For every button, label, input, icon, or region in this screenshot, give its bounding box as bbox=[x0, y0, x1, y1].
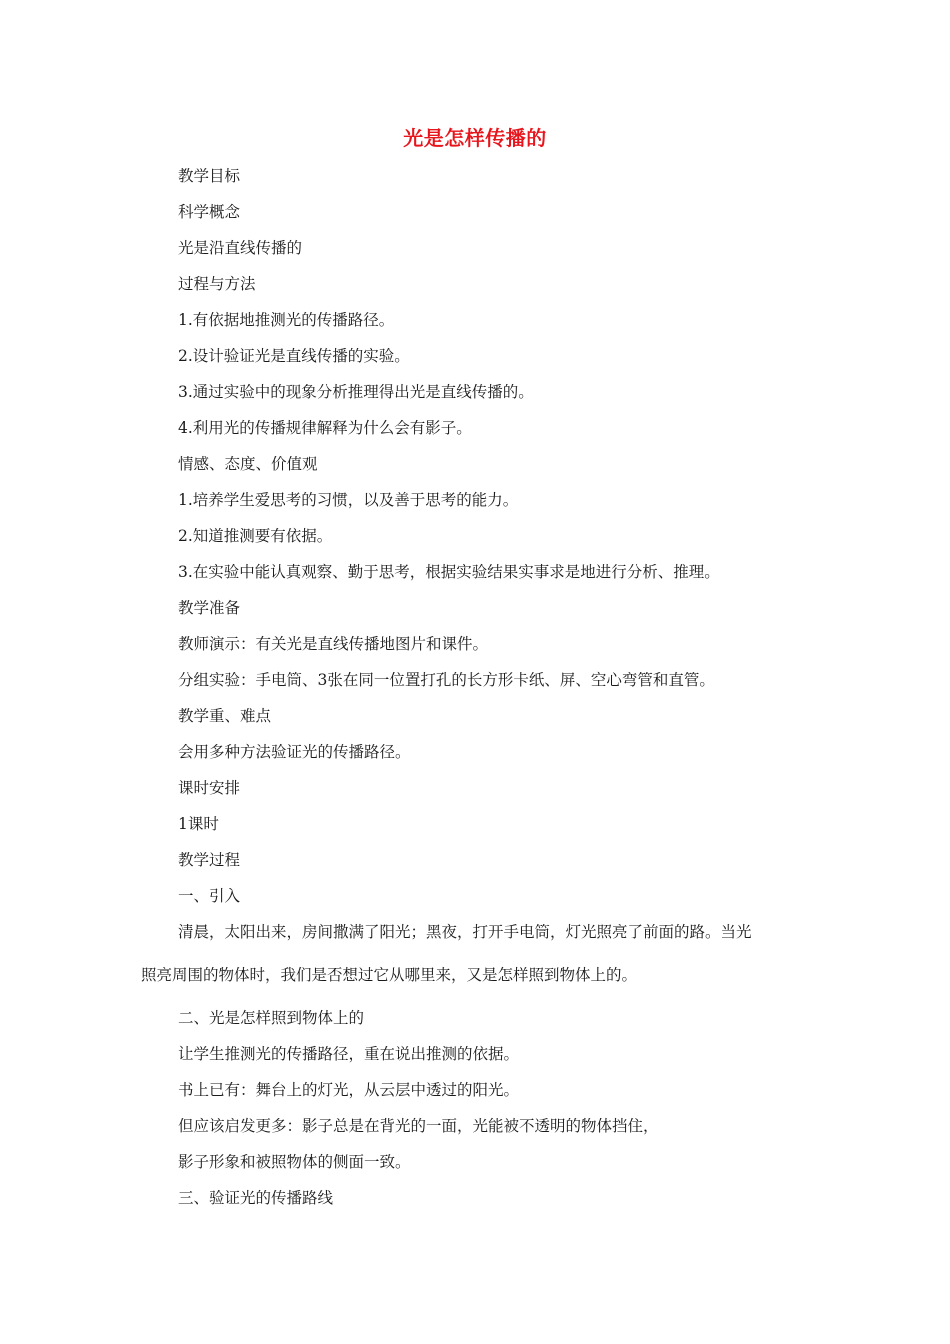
heading-attitude-values: 情感、态度、价值观 bbox=[178, 455, 318, 473]
text-line: 书上已有：舞台上的灯光，从云层中透过的阳光。 bbox=[178, 1081, 520, 1099]
list-item: 3.通过实验中的现象分析推理得出光是直线传播的。 bbox=[178, 383, 534, 401]
text-line: 但应该启发更多：影子总是在背光的一面，光能被不透明的物体挡住， bbox=[178, 1117, 659, 1135]
list-item: 2.知道推测要有依据。 bbox=[178, 527, 333, 545]
text-line: 1课时 bbox=[178, 815, 219, 833]
section-heading: 三、验证光的传播路线 bbox=[178, 1189, 334, 1207]
list-item: 4.利用光的传播规律解释为什么会有影子。 bbox=[178, 419, 472, 437]
heading-process-method: 过程与方法 bbox=[178, 275, 256, 293]
intro-paragraph bbox=[0, 914, 950, 1000]
heading-teaching-goals: 教学目标 bbox=[178, 167, 241, 185]
text-line: 会用多种方法验证光的传播路径。 bbox=[178, 743, 411, 761]
text-line: 影子形象和被照物体的侧面一致。 bbox=[178, 1153, 411, 1171]
heading-science-concept: 科学概念 bbox=[178, 203, 241, 221]
text-line: 光是沿直线传播的 bbox=[178, 239, 303, 257]
heading-schedule: 课时安排 bbox=[178, 779, 241, 797]
list-item: 2.设计验证光是直线传播的实验。 bbox=[178, 347, 410, 365]
text-line: 分组实验：手电筒、3张在同一位置打孔的长方形卡纸、屏、空心弯管和直管。 bbox=[178, 671, 715, 689]
section-heading: 二、光是怎样照到物体上的 bbox=[178, 1009, 365, 1027]
text-line: 教师演示：有关光是直线传播地图片和课件。 bbox=[178, 635, 489, 653]
document-body bbox=[0, 158, 950, 1216]
paragraph-line: 清晨，太阳出来，房间撒满了阳光；黑夜，打开手电筒，灯光照亮了前面的路。当光 bbox=[178, 923, 752, 941]
heading-teaching-prep: 教学准备 bbox=[178, 599, 241, 617]
heading-key-difficult-points: 教学重、难点 bbox=[178, 707, 272, 725]
heading-teaching-process: 教学过程 bbox=[178, 851, 241, 869]
text-line: 让学生推测光的传播路径，重在说出推测的依据。 bbox=[178, 1045, 520, 1063]
list-item: 3.在实验中能认真观察、勤于思考，根据实验结果实事求是地进行分析、推理。 bbox=[178, 563, 720, 581]
document-title: 光是怎样传播的 bbox=[403, 126, 547, 150]
list-item: 1.有依据地推测光的传播路径。 bbox=[178, 311, 395, 329]
list-item: 1.培养学生爱思考的习惯，以及善于思考的能力。 bbox=[178, 491, 519, 509]
paragraph-line: 照亮周围的物体时，我们是否想过它从哪里来，又是怎样照到物体上的。 bbox=[141, 966, 638, 984]
section-heading: 一、引入 bbox=[178, 887, 241, 905]
